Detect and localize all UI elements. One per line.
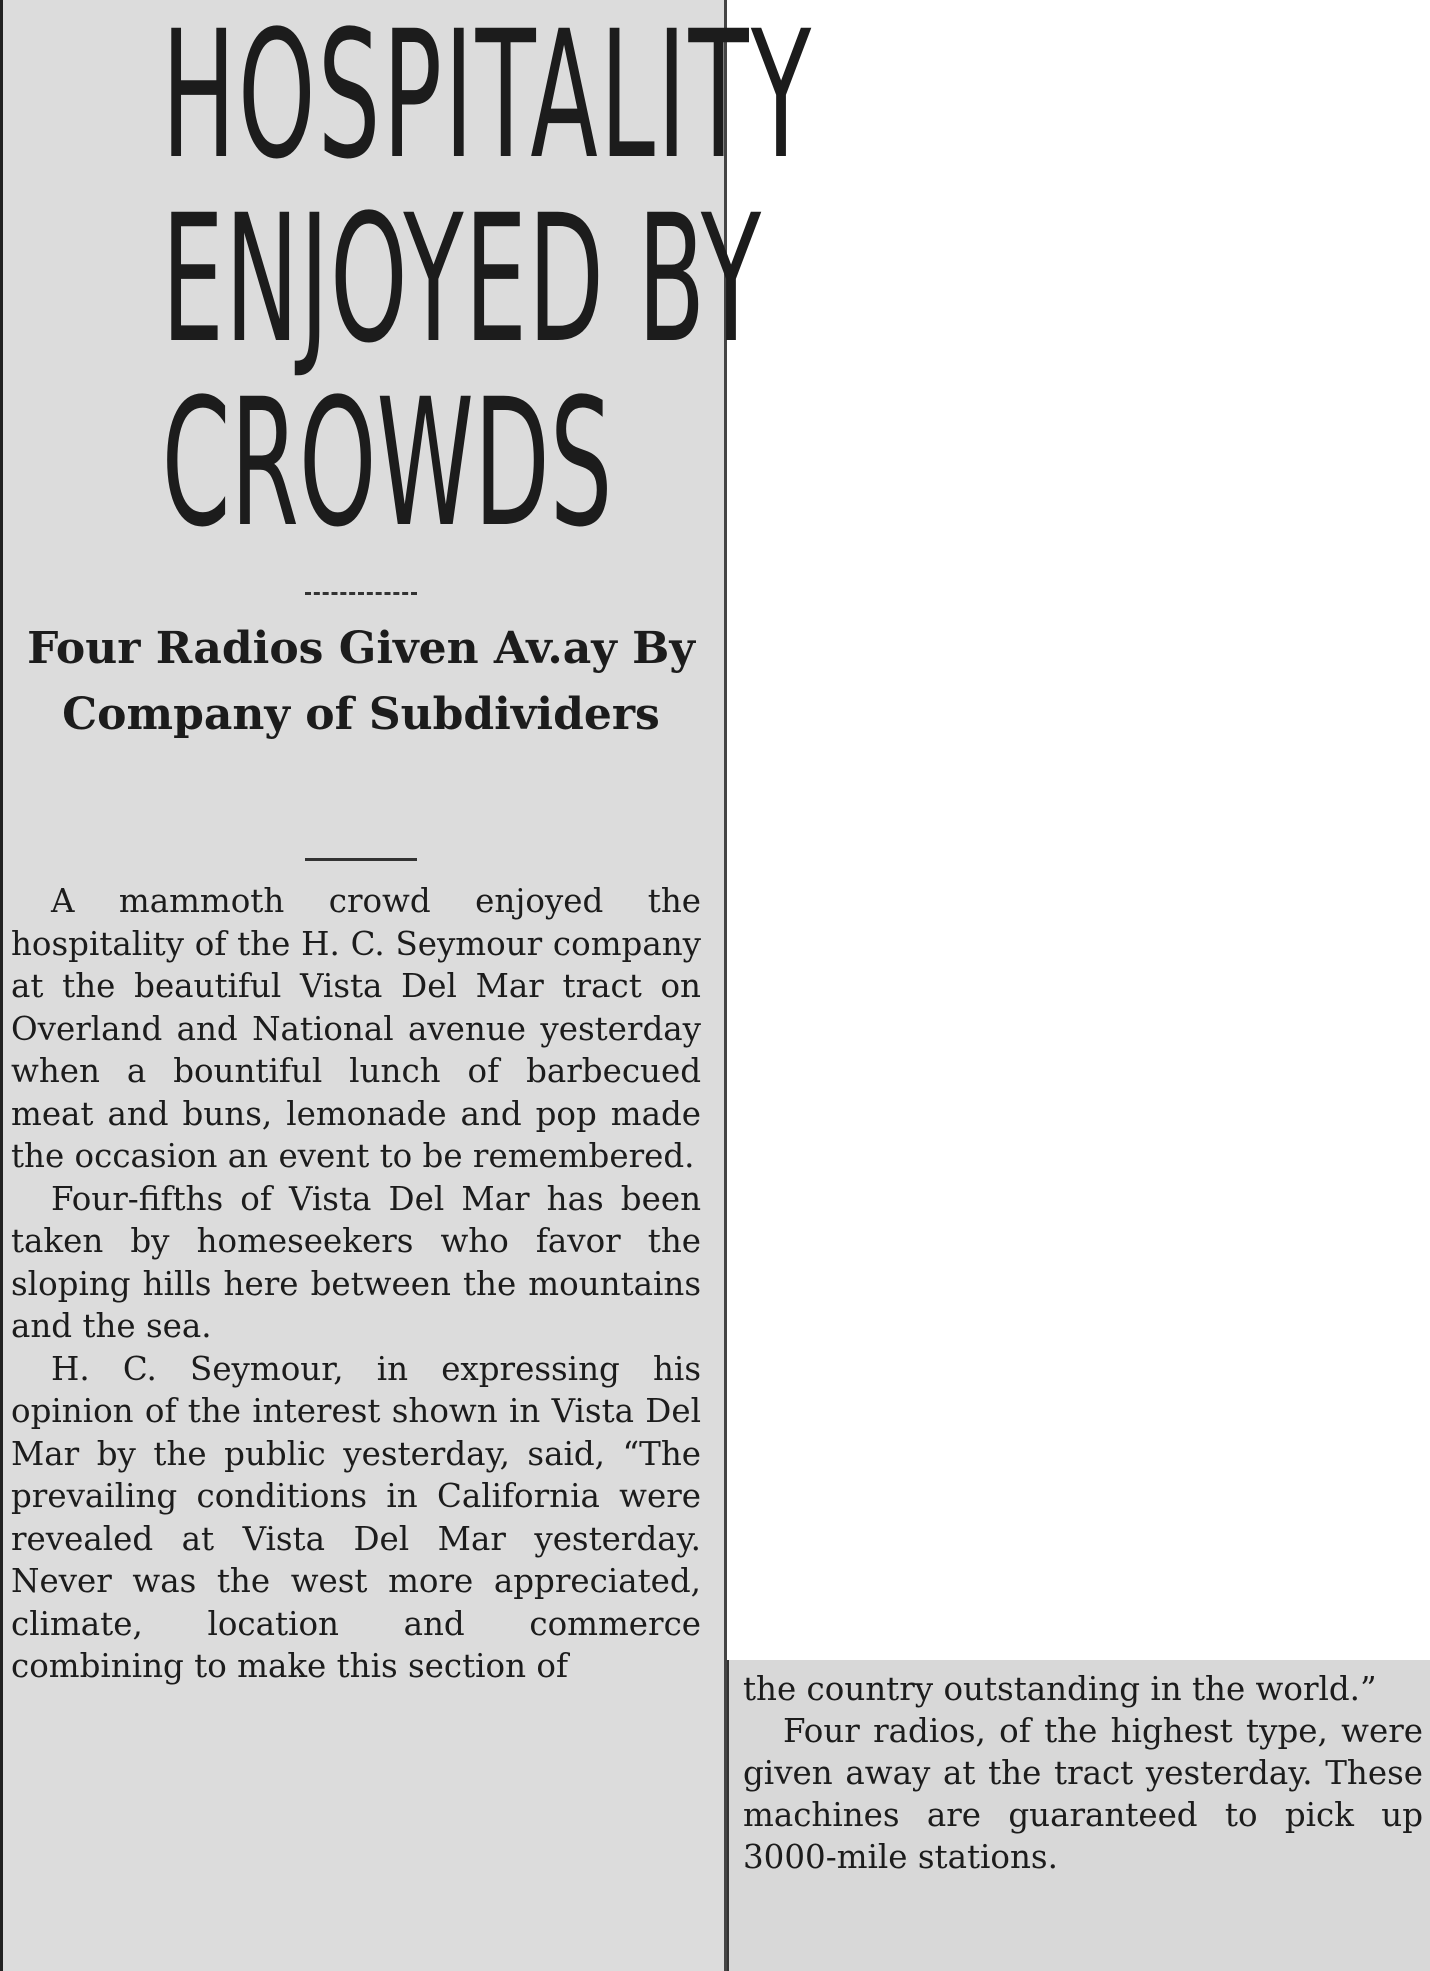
headline-line-3: CROWDS: [161, 361, 613, 566]
subhead-divider: [305, 858, 417, 861]
paragraph-2: Four-fifths of Vista Del Mar has been taken by homeseekers who favor the sloping hills here between the mountains and the sea.: [11, 1179, 701, 1345]
headline-line-1: HOSPITALITY: [161, 0, 814, 198]
paragraph-3: H. C. Seymour, in expressing his opinion of the interest shown in Vista Del Mar by the public yesterday, said, “The prevailing conditions in California were revealed at Vista Del Mar yesterday. Never was the west more appreciated, climate, location and commerce combining to make this section of: [11, 1349, 701, 1685]
paragraph-1: A mammoth crowd enjoyed the hospitality of the H. C. Seymour company at the beautiful Vista Del Mar tract on Overland and National avenue yesterday when a bountiful lunch of barbecued meat and buns, lemonade and pop made the occasion an event to be remembered.: [11, 882, 701, 1175]
article-body: [11, 880, 701, 1688]
headline-line-2: ENJOYED BY: [161, 177, 763, 382]
headline-divider: [305, 592, 417, 595]
subheadline: Four Radios Given Av.ay By Company of Subdividers: [27, 623, 695, 740]
continuation-paragraph-1: the country outstanding in the world.”: [743, 1670, 1377, 1708]
continuation-column: [727, 1660, 1430, 1971]
continuation-paragraph-2: Four radios, of the highest type, were given away at the tract yesterday. These machines are guaranteed to pick up 3000-mile stations.: [743, 1712, 1423, 1876]
continuation-body: [743, 1668, 1423, 1878]
